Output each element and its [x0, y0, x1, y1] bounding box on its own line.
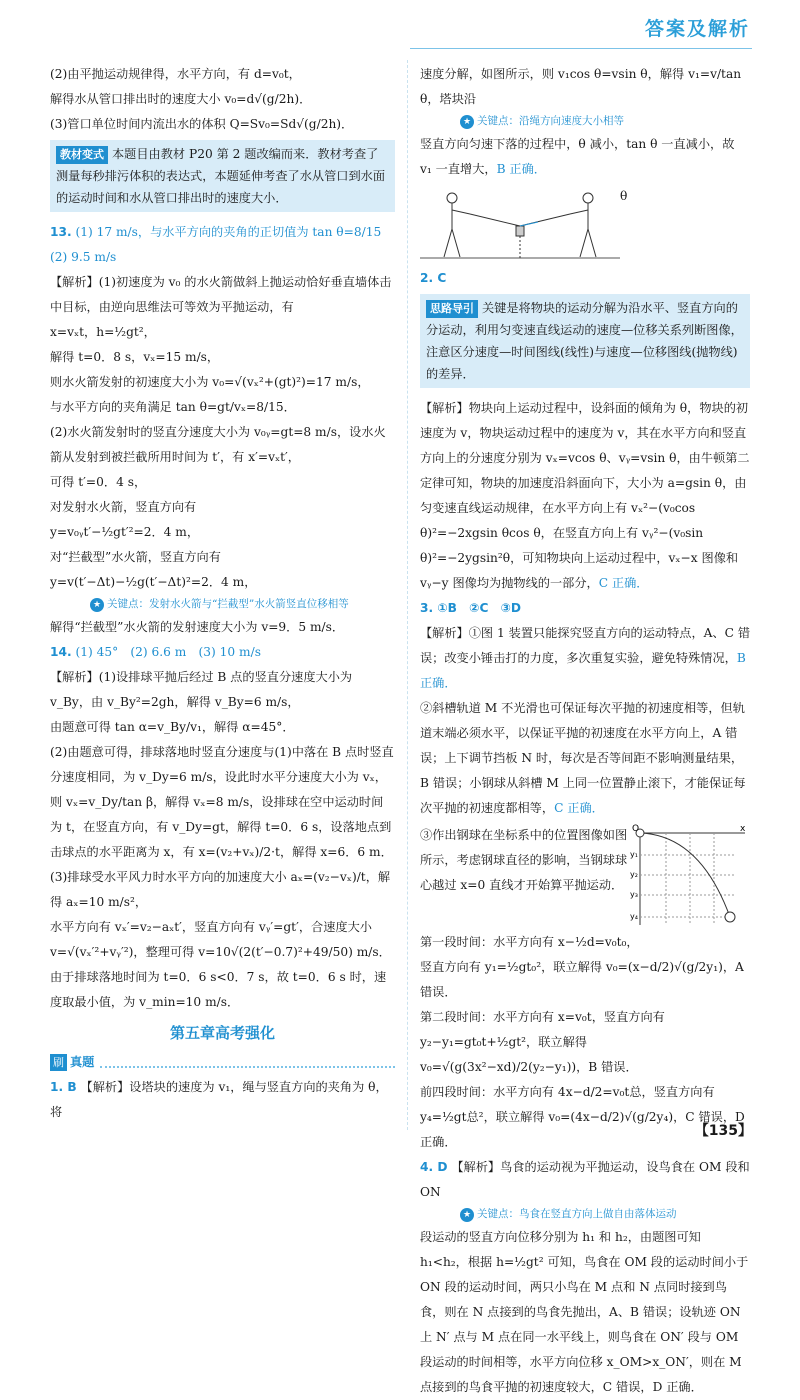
tick-label-y2: y₂ [630, 870, 638, 879]
question-number: 2. C [420, 271, 447, 285]
text-line: ②斜槽轨道 M 不光滑也可保证每次平抛的初速度相等，但轨道末端必须水平，以保证平抛的初速度在水平方向上，A 错误；上下调节挡板 N 时，每次是否等间距不影响测量结果，B 错误；小钢球从斜槽 M 上同一位置静止滚下，才能保证每次平抛的初速度都相等，C 正确． [420, 701, 746, 815]
note-tag: 教材变式 [56, 146, 108, 164]
keypoint-note: ★ 关键点：鸟食在竖直方向上做自由落体运动 [460, 1205, 750, 1223]
subsection-header [50, 1050, 395, 1075]
text-line: 【解析】物块向上运动过程中，设斜面的倾角为 θ，物块的初速度为 v，物块运动过程中的速度为 v，其在水平方向和竖直方向上的分速度分别为 vₓ=vcos θ、vᵧ=vsin θ，由牛顿第二定律可知，物块的加速度沿斜面向下，大小为 a=gsin θ，由匀变速直线运动规律，在水平方向上有 vₓ²−(v₀cos θ)²=−2xgsin θcos θ，在竖直方向上有 vᵧ²−(v₀sin θ)²=−2ygsin²θ，可知物块向上运动过程中，vₓ−x 图像和 vᵧ−y 图像均为抛物线的一部分，C 正确． [420, 401, 750, 590]
axis-label-x: x [740, 824, 746, 834]
tick-label-y3: y₃ [630, 890, 638, 899]
rope-velocity-figure [420, 184, 620, 262]
text-line: 竖直方向匀速下落的过程中，θ 减小，tan θ 一直减小，故 v₁ 一直增大，B 正确． [420, 137, 735, 176]
figure-rope-diagram [420, 184, 750, 262]
section-title: 第五章高考强化 [169, 1024, 275, 1042]
answer-line [420, 596, 750, 621]
formula-line: 前四段时间：水平方向有 4x−d/2=v₀t总，竖直方向有 y₄=½gt总²，联立解得 v₀=(4x−d/2)√(g/2y₄)，C 错误，D 正确． [420, 1085, 745, 1149]
right-column [420, 62, 750, 1400]
text-line: 速度分解，如图所示，则 v₁cos θ=vsin θ，解得 v₁=v/tan θ，塔块沿 [420, 67, 742, 106]
dotted-rule [100, 1058, 395, 1068]
question-number: 4. D [420, 1160, 448, 1174]
guide-text: 关键是将物块的运动分解为沿水平、竖直方向的分运动，利用匀变速直线运动的速度—位移关系列断图像，注意区分速度—时间图线(线性)与速度—位移图线(抛物线)的差异． [426, 301, 743, 381]
question-number: 1. B [50, 1080, 77, 1094]
question-number: 3. ①B ②C ③D [420, 601, 522, 615]
answer-line [420, 1155, 750, 1205]
text-line: 【解析】设塔块的速度为 v₁，绳与竖直方向的夹角为 θ，将 [50, 1080, 388, 1119]
text-line: (3)排球受水平风力时水平方向的加速度大小 aₓ=(v₂−vₓ)/t，解得 aₓ=10 m/s²， [50, 870, 391, 909]
text-line: 解得 t=0．8 s，vₓ=15 m/s， [50, 350, 220, 364]
left-column [50, 62, 395, 1125]
text-line: 可得 t′=0．4 s， [50, 475, 147, 489]
formula-line: 第一段时间：水平方向有 x−½d=v₀t₀， [420, 935, 639, 949]
formula-line: x=vₓt，h=½gt²， [50, 325, 156, 339]
figure-label: θ [620, 189, 628, 203]
text-line: (2)水火箭发射时的竖直分速度大小为 v₀ᵧ=gt=8 m/s，设水火箭从发射到被拦截所用时间为 t′，有 x′=vₓt′， [50, 425, 386, 464]
header-rule [410, 48, 752, 49]
text-line: 【解析】(1)设排球平抛后经过 B 点的竖直分速度大小为 v_By，由 v_By²=2gh，解得 v_By=6 m/s， [50, 670, 353, 709]
keypoint-note: ★ 关键点：沿绳方向速度大小相等 [460, 112, 750, 130]
trajectory-figure-row [420, 823, 750, 928]
text-line: 解得水从管口排出时的速度大小 v₀=d√(g/2h)． [50, 92, 312, 106]
answer-line [50, 1075, 395, 1125]
text-line: (2)由平抛运动规律得，水平方向，有 d=v₀t， [50, 67, 301, 81]
answer-line [50, 220, 395, 245]
tick-label-y1: y₁ [630, 850, 638, 859]
answer-text: B 正确． [420, 651, 746, 690]
text-line: ③作出钢球在坐标系中的位置图像如图所示，考虑钢球直径的影响，当钢球球心越过 x=0 直线才开始算平抛运动． [420, 828, 628, 892]
answer-text: (1) 45° (2) 6.6 m (3) 10 m/s [75, 645, 261, 659]
column-divider [407, 60, 408, 1130]
answer-line [50, 640, 395, 665]
text-line: (3)管口单位时间内流出水的体积 Q=Sv₀=Sd√(g/2h)． [50, 117, 354, 131]
text-line: 由于排球落地时间为 t=0．6 s<0．7 s，故 t=0．6 s 时，速度取最小值，为 v_min=10 m/s． [50, 970, 387, 1009]
answer-text: (2) 9.5 m/s [50, 250, 117, 264]
text-line: 【解析】①图 1 装置只能探究竖直方向的运动特点，A、C 错误；改变小锤击打的力度，多次重复实验，避免特殊情况，B 正确． [420, 626, 751, 690]
header-title: 答案及解析 [644, 18, 750, 40]
keypoint-icon: ★ [90, 598, 104, 612]
text-line: 段运动的竖直方向位移分别为 h₁ 和 h₂，由题图可知 h₁<h₂，根据 h=½gt² 可知，鸟食在 OM 段的运动时间小于 ON 段的运动时间，两只小鸟在 M 点和 N 点同时接到鸟食，则在 N 点接到的鸟食先抛出，A、B 错误；设轨迹 ON 上 N′ 点与 M 点在同一水平线上，则鸟食在 ON′ 段与 OM 段运动的时间相等，水平方向位移 x_OM>x_ON′，则在 M 点接到的鸟食平抛的初速度较大，C 错误，D 正确． [420, 1230, 749, 1394]
keypoint-icon: ★ [460, 115, 474, 129]
question-number: 14. [50, 645, 72, 659]
formula-line: y=v(t′−Δt)−½g(t′−Δt)²=2．4 m， [50, 575, 257, 589]
text-line: 水平方向有 vₓ′=v₂−aₓt′，竖直方向有 vᵧ′=gt′，合速度大小 v=√(vₓ′²+vᵧ′²)，整理可得 v=10√(2(t′−0.7)²+49/50) m/s． [50, 920, 391, 959]
answer-text: C 正确． [554, 801, 604, 815]
note-text: 本题目由教材 P20 第 2 题改编而来．教材考查了测量每秒排污体积的表达式，本题延伸考查了水从管口到水面的运动时间和水从管口排出时的速度大小． [56, 147, 386, 205]
formula-line: 第二段时间：水平方向有 x=v₀t，竖直方向有 y₂−y₁=gt₀t+½gt²，联立解得 v₀=√(g(3x²−xd)/2(y₂−y₁))，B 错误． [420, 1010, 665, 1074]
question-number: 13. [50, 225, 72, 239]
page-header [0, 0, 800, 60]
guide-tag: 思路导引 [426, 300, 478, 318]
subsection-badge: 刷 [50, 1054, 67, 1071]
textbook-variant-note [50, 140, 395, 212]
formula-line: 则水火箭发射的初速度大小为 v₀=√(vₓ²+(gt)²)=17 m/s， [50, 375, 370, 389]
answer-text: (1) 17 m/s，与水平方向的夹角的正切值为 tan θ=8/15 [75, 225, 382, 239]
formula-line: 由题意可得 tan α=v_By/v₁，解得 α=45°． [50, 720, 295, 734]
text-line: 对发射水火箭，竖直方向有 [50, 500, 197, 514]
text-line: 解得“拦截型”水火箭的发射速度大小为 v=9．5 m/s． [50, 620, 345, 634]
text-line: 【解析】(1)初速度为 v₀ 的水火箭做斜上抛运动恰好垂直墙体击中目标，由逆向思维法可等效为平抛运动，有 [50, 275, 392, 314]
formula-line: y=v₀ᵧt′−½gt′²=2．4 m， [50, 525, 200, 539]
thinking-guide-note [420, 294, 750, 388]
subsection-label: 真题 [70, 1055, 95, 1069]
answer-text: C 正确． [598, 576, 649, 590]
keypoint-icon: ★ [460, 1208, 474, 1222]
formula-line: 竖直方向有 y₁=½gt₀²，联立解得 v₀=(x−d/2)√(g/2y₁)，A 错误． [420, 960, 744, 999]
keypoint-note: ★ 关键点：发射水火箭与“拦截型”水火箭竖直位移相等 [90, 595, 395, 613]
answer-text: B 正确． [496, 162, 546, 176]
answer-line [420, 266, 750, 291]
text-line: 对“拦截型”水火箭，竖直方向有 [50, 550, 221, 564]
text-line: 【解析】鸟食的运动视为平抛运动，设鸟食在 OM 段和 ON [420, 1160, 750, 1199]
tick-label-y4: y₄ [630, 912, 638, 921]
text-line: (2)由题意可得，排球落地时竖直分速度与(1)中落在 B 点时竖直分速度相同，为 v_Dy=6 m/s，设此时水平分速度大小为 vₓ，则 vₓ=v_Dy/tan β，解得 vₓ=8 m/s，设排球在空中运动时间为 t，在竖直方向，有 v_Dy=gt，解得 t=0．6 s，设落地点到击球点的水平距离为 x，有 x=(v₂+vₓ)/2·t，解得 x=6．6 m． [50, 745, 394, 859]
trajectory-figure [630, 823, 750, 928]
axis-label-origin: O [632, 824, 640, 834]
formula-line: 与水平方向的夹角满足 tan θ=gt/vₓ=8/15． [50, 400, 296, 414]
page-number: 【135】 [694, 1123, 752, 1139]
